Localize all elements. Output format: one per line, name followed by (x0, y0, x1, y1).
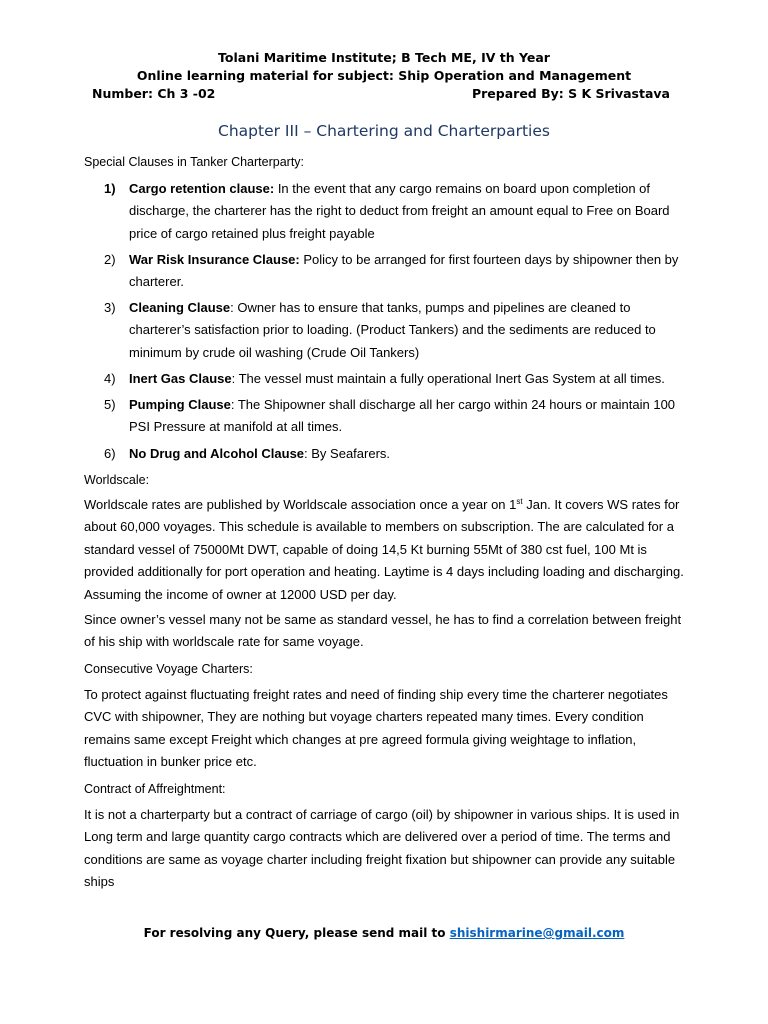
header-line-2: Online learning material for subject: Ship Operation and Management (136, 68, 632, 83)
item-label: War Risk Insurance Clause: (129, 252, 300, 267)
item-number: 5) (104, 397, 116, 412)
worldscale-heading: Worldscale: (84, 473, 150, 487)
list-item (84, 394, 688, 439)
item-number: 6) (104, 446, 116, 461)
header-meta-row (92, 86, 670, 101)
worldscale-paragraph-1: Worldscale rates are published by Worldscale association once a year on 1st Jan. It covers WS rates for about 60,000 voyages. This schedule is available to members on subscription. The are calculated for a standard vessel of 75000Mt DWT, capable of doing 14,5 Kt burning 55Mt of 380 cst fuel, 100 Mt is provided additionally for port operation and heating. Laytime is 4 days including loading and discharging. Assuming the income of owner at 12000 USD per day. (84, 497, 684, 602)
coa-heading: Contract of Affreightment: (84, 782, 226, 796)
item-number: 2) (104, 252, 116, 267)
item-label: No Drug and Alcohol Clause (129, 446, 305, 461)
header-line-1: Tolani Maritime Institute; B Tech ME, IV th Year (218, 50, 550, 65)
special-clauses-heading: Special Clauses in Tanker Charterparty: (84, 155, 305, 169)
chapter-title: Chapter III – Chartering and Charterparties (218, 122, 550, 140)
email-link[interactable]: shishirmarine@gmail.com (449, 926, 625, 940)
cvc-heading: Consecutive Voyage Charters: (84, 662, 253, 676)
list-item (84, 368, 688, 390)
item-text: : The vessel must maintain a fully operational Inert Gas System at all times. (231, 371, 665, 386)
list-item (84, 443, 688, 465)
cvc-paragraph: To protect against fluctuating freight rates and need of finding ship every time the charterer negotiates CVC with shipowner, They are nothing but voyage charters repeated many times. Every condition remains same except Freight which changes at pre agreed formula giving weightage to inflation, fluctuation in bunker price etc. (84, 687, 668, 770)
worldscale-paragraph-2: Since owner’s vessel many not be same as standard vessel, he has to find a correlation between freight of his ship with worldscale rate for same voyage. (84, 612, 682, 650)
item-text: Policy to be arranged for first fourteen days by shipowner then by charterer. (129, 252, 679, 290)
item-text: In the event that any cargo remains on board upon completion of discharge, the charterer has the right to deduct from freight an amount equal to Free on Board price of cargo retained plus freight payable (129, 181, 670, 241)
item-text: : The Shipowner shall discharge all her cargo within 24 hours or maintain 100 PSI Pressure at manifold at all times. (129, 397, 676, 435)
item-text: : By Seafarers. (304, 446, 391, 461)
list-item (84, 178, 688, 245)
prepared-by: Prepared By: S K Srivastava (471, 86, 670, 101)
coa-paragraph: It is not a charterparty but a contract of carriage of cargo (oil) by shipowner in various ships. It is used in Long term and large quantity cargo contracts which are delivered over a period of time. The terms and conditions are same as voyage charter including freight fixation but shipowner can provide any suitable ships (84, 807, 680, 890)
footer (0, 926, 768, 940)
item-label: Inert Gas Clause (129, 371, 232, 386)
item-number: 1) (104, 181, 116, 196)
footer-text: For resolving any Query, please send mail to (143, 926, 450, 940)
item-number: 4) (104, 371, 116, 386)
list-item (84, 249, 688, 294)
item-number: 3) (104, 300, 116, 315)
item-text: : Owner has to ensure that tanks, pumps and pipelines are cleaned to charterer’s satisfaction prior to loading. (Product Tankers) and the sediments are reduced to minimum by crude oil washing (Crude Oil Tankers) (129, 300, 656, 360)
document-number: Number: Ch 3 -02 (92, 86, 216, 101)
item-label: Cargo retention clause: (129, 181, 275, 196)
item-label: Cleaning Clause (129, 300, 231, 315)
list-item (84, 297, 688, 364)
item-label: Pumping Clause (129, 397, 231, 412)
